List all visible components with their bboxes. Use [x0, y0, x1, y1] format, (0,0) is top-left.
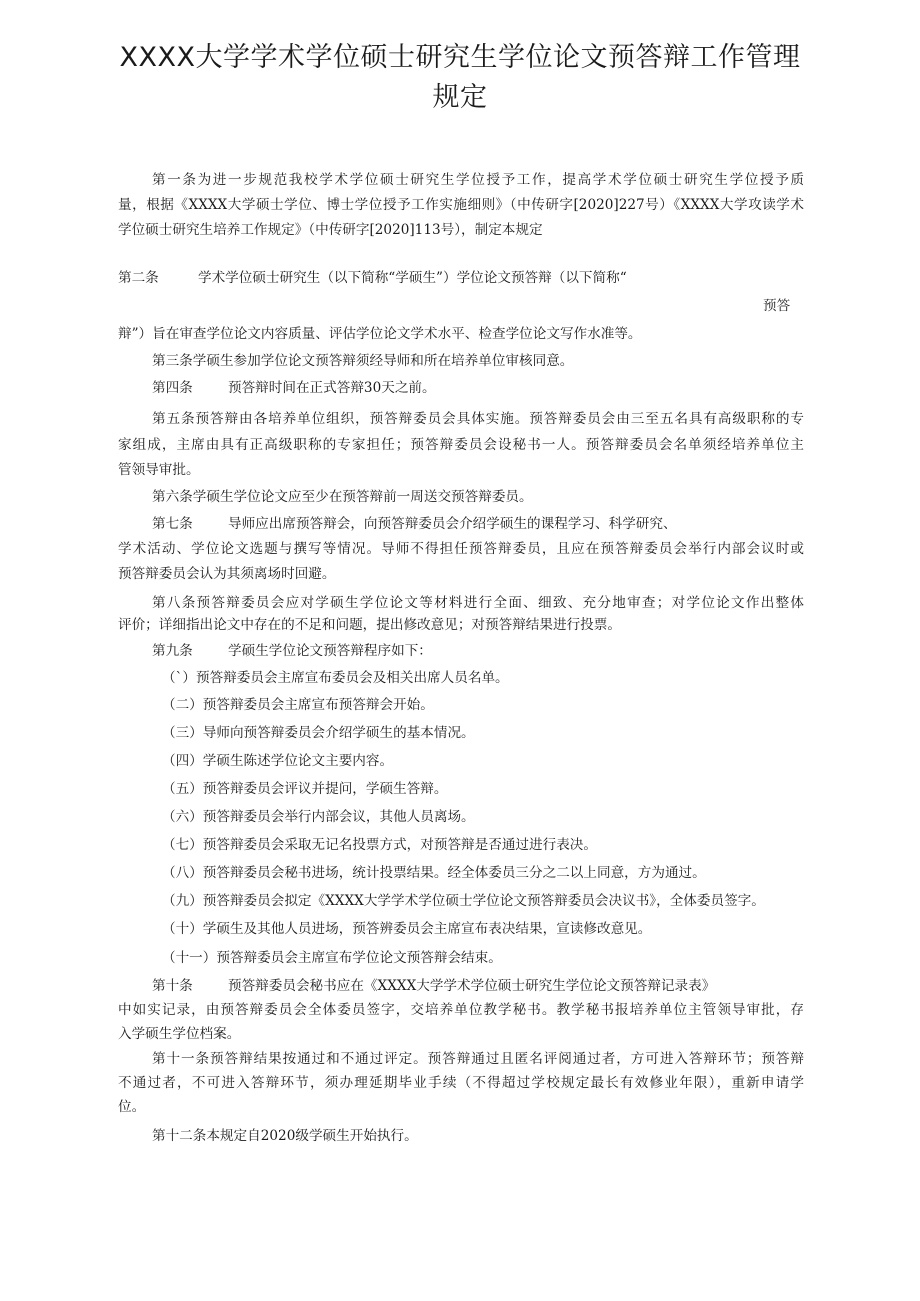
- article-10-label: 第十条: [152, 978, 193, 994]
- article-12: 第十二条本规定自2020级学硕生开始执行。: [152, 1128, 418, 1144]
- article-7-line-2: 学术活动、学位论文选题与撰写等情况。导师不得担任预答辩委员，且应在预答辩委员会举行内部会议时或: [118, 541, 804, 557]
- procedure-item-6: （六）预答辩委员会举行内部会议，其他人员离场。: [162, 809, 475, 825]
- article-1-line-2: 量，根据《XXXX大学硕士学位、博士学位授予工作实施细则》（中传研字[2020]227号）《XXXX大学攻读学术: [118, 197, 804, 213]
- article-10-line-2: 中如实记录，由预答辩委员会全体委员签字，交培养单位教学秘书。教学秘书报培养单位主管领导审批，存: [118, 1002, 804, 1018]
- article-4-label: 第四条: [152, 380, 193, 396]
- article-2-label: 第二条: [118, 270, 159, 286]
- article-11-line-3: 位。: [118, 1099, 146, 1115]
- procedure-item-5: （五）预答辩委员会评议并提问，学硕生答辩。: [162, 781, 448, 797]
- article-7-label: 第七条: [152, 516, 193, 532]
- article-9-label: 第九条: [152, 643, 193, 659]
- procedure-item-7: （七）预答辩委员会采取无记名投票方式，对预答辩是否通过进行表决。: [162, 837, 597, 853]
- article-10-line-3: 入学硕生学位档案。: [118, 1026, 241, 1042]
- article-7-line-1: 导师应出席预答辩会，向预答辩委员会介绍学硕生的课程学习、科学研究、: [228, 516, 677, 532]
- article-3: 第三条学硕生参加学位论文预答辩须经导师和所在培养单位审核同意。: [152, 353, 574, 369]
- article-1-line-1: 第一条为进一步规范我校学术学位硕士研究生学位授予工作，提高学术学位硕士研究生学位授予质: [152, 172, 804, 188]
- procedure-item-10: （十）学硕生及其他人员进场，预答辨委员会主席宣布表决结果，宣读修改意见。: [162, 921, 652, 937]
- document-title-line2: 规定: [432, 82, 488, 113]
- article-9-text: 学硕生学位论文预答辩程序如下：: [228, 643, 432, 659]
- procedure-item-3: （三）导师向预答辩委员会介绍学硕生的基本情况。: [162, 725, 475, 741]
- article-2-line-3: 辩”）旨在审查学位论文内容质量、评估学位论文学术水平、检查学位论文写作水准等。: [118, 326, 642, 342]
- procedure-item-4: （四）学硕生陈述学位论文主要内容。: [162, 753, 394, 769]
- article-2-line-1: 学术学位硕士研究生（以下简称“学硕生”）学位论文预答辩（以下简称“: [198, 270, 627, 286]
- article-8-line-1: 第八条预答辩委员会应对学硕生学位论文等材料进行全面、细致、充分地审查；对学位论文作出整体: [152, 595, 804, 611]
- article-5-line-3: 管领导审批。: [118, 462, 200, 478]
- article-5-line-2: 家组成，主席由具有正高级职称的专家担任；预答辩委员会设秘书一人。预答辩委员会名单须经培养单位主: [118, 437, 804, 453]
- document-title-line1: XXXX大学学术学位硕士研究生学位论文预答辩工作管理: [119, 42, 801, 73]
- article-6: 第六条学硕生学位论文应至少在预答辩前一周送交预答辩委员。: [152, 489, 533, 505]
- article-11-line-2: 不通过者，不可进入答辩环节，须办理延期毕业手续（不得超过学校规定最长有效修业年限），重新申请学: [118, 1075, 804, 1091]
- article-2-line-2: 预答: [763, 298, 791, 314]
- procedure-item-2: （二）预答辩委员会主席宣布预答辩会开始。: [162, 697, 434, 713]
- procedure-item-8: （八）预答辩委员会秘书进场，统计投票结果。经全体委员三分之二以上同意，方为通过。: [162, 865, 706, 881]
- article-1-line-3: 学位硕士研究生培养工作规定》（中传研字[2020]113号），制定本规定: [118, 222, 543, 238]
- article-7-line-3: 预答辩委员会认为其须离场时回避。: [118, 566, 336, 582]
- article-5-line-1: 第五条预答辩由各培养单位组织，预答辩委员会具体实施。预答辩委员会由三至五名具有高级职称的专: [152, 411, 804, 427]
- procedure-item-9: （九）预答辩委员会拟定《XXXX大学学术学位硕士学位论文预答辩委员会决议书》，全体委员签字。: [162, 893, 765, 909]
- article-8-line-2: 评价；详细指出论文中存在的不足和问题，提出修改意见；对预答辩结果进行投票。: [118, 617, 621, 633]
- procedure-item-11: （十一）预答辩委员会主席宣布学位论文预答辩会结束。: [162, 950, 502, 966]
- article-4-text: 预答辩时间在正式答辩30天之前。: [228, 380, 436, 396]
- article-11-line-1: 第十一条预答辩结果按通过和不通过评定。预答辩通过且匿名评阅通过者，方可进入答辩环节；预答辩: [152, 1051, 804, 1067]
- procedure-item-1: （`）预答辩委员会主席宣布委员会及相关出席人员名单。: [162, 670, 509, 686]
- document-title: [90, 38, 830, 118]
- article-10-line-1: 预答辩委员会秘书应在《XXXX大学学术学位硕士研究生学位论文预答辩记录表》: [228, 978, 716, 994]
